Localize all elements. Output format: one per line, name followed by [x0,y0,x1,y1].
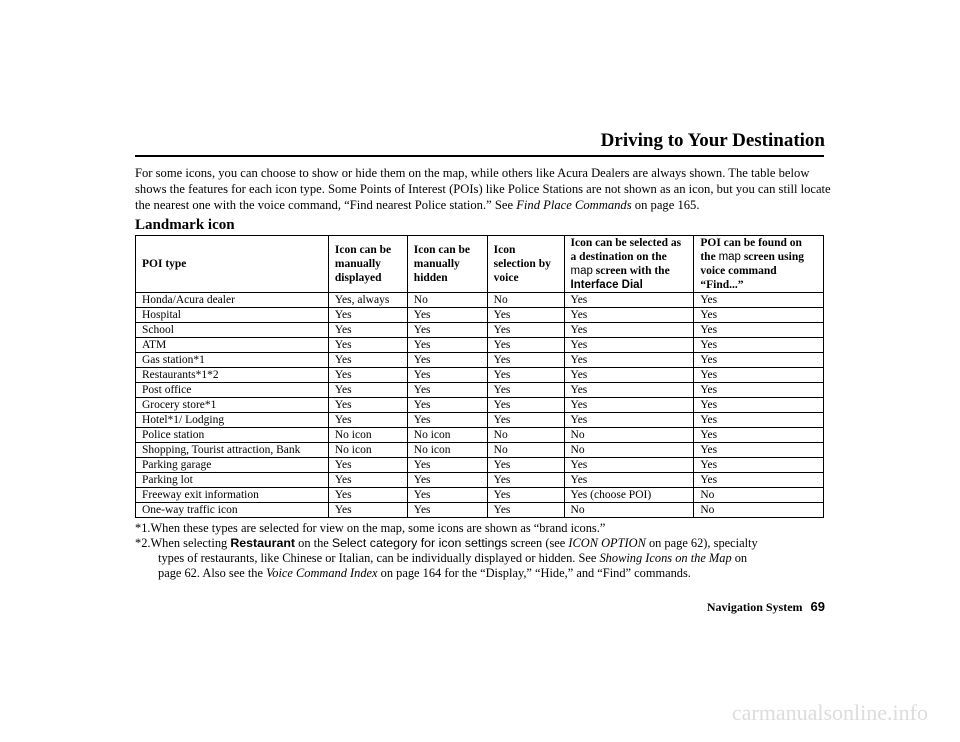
table-cell: No [487,293,564,308]
table-cell: Restaurants*1*2 [136,368,329,383]
footnote-2-cont-1: types of restaurants, like Chinese or Italian, can be individually displayed or hidden. See Showing Icons on the Map on [158,551,748,565]
table-cell: Yes [564,323,694,338]
table-cell: Yes, always [328,293,407,308]
table-cell: Yes [407,353,487,368]
restaurant-label: Restaurant [230,536,296,550]
table-cell: Yes [487,338,564,353]
table-cell: Grocery store*1 [136,398,329,413]
table-cell: Yes [487,353,564,368]
table-cell: Yes [487,458,564,473]
table-cell: Hotel*1/ Lodging [136,413,329,428]
table-cell: Yes [407,308,487,323]
header-manually-hidden: Icon can be manually hidden [407,236,487,293]
table-cell: Yes [564,368,694,383]
table-cell: Yes [694,428,824,443]
table-cell: Yes [564,293,694,308]
page-number: 69 [810,599,825,614]
table-cell: Yes [328,323,407,338]
table-cell: No icon [407,428,487,443]
table-cell: Yes [564,308,694,323]
table-cell: No [564,428,694,443]
table-cell: Yes [487,398,564,413]
table-cell: No [694,488,824,503]
table-cell: No [694,503,824,518]
table-cell: Yes [487,473,564,488]
table-cell: Yes [328,383,407,398]
table-cell: Parking lot [136,473,329,488]
table-cell: Yes [564,383,694,398]
page-footer [707,599,825,615]
table-cell: Yes [407,488,487,503]
header-manually-displayed: Icon can be manually displayed [328,236,407,293]
table-cell: Yes [564,353,694,368]
table-cell: Yes [328,368,407,383]
landmark-icon-table [135,235,824,518]
header-poi-type: POI type [136,236,329,293]
table-row [136,428,824,443]
table-cell: Yes [328,353,407,368]
table-row [136,338,824,353]
header-find-by-voice: POI can be found on the map screen using voice command “Find...” [694,236,824,293]
table-row [136,293,824,308]
table-cell: Yes [694,323,824,338]
table-cell: Yes [487,323,564,338]
table-row [136,413,824,428]
table-cell: No [407,293,487,308]
table-cell: Yes [328,503,407,518]
table-cell: Post office [136,383,329,398]
table-cell: Yes [487,413,564,428]
table-cell: Yes [564,338,694,353]
table-cell: Yes [694,368,824,383]
table-row [136,458,824,473]
table-cell: No icon [328,443,407,458]
table-row [136,383,824,398]
table-cell: Freeway exit information [136,488,329,503]
table-row [136,473,824,488]
table-cell: No [487,428,564,443]
table-body [136,293,824,518]
table-cell: Yes [694,383,824,398]
table-cell: Parking garage [136,458,329,473]
footnote-2-cont-2: page 62. Also see the Voice Command Index on page 164 for the “Display,” “Hide,” and “Find” commands. [158,566,691,580]
table-cell: Yes [328,473,407,488]
intro-paragraph: For some icons, you can choose to show or hide them on the map, while others like Acura Dealers are always shown. The table below shows the features for each icon type. Some Points of Interest (POIs) like Police Stations are not shown as an icon, but you can still locate the nearest one with the voice command, “Find nearest Police station.” See Find Place Commands on page 165. [135,166,831,212]
watermark: carmanualsonline.info [731,700,928,725]
table-cell: Yes [328,413,407,428]
table-cell: Yes [328,308,407,323]
table-cell: Yes [487,308,564,323]
table-cell: Yes [328,458,407,473]
footnote-1: *1.When these types are selected for view on the map, some icons are shown as “brand icons.” [135,521,606,535]
table-cell: School [136,323,329,338]
table-cell: Yes [407,383,487,398]
table-cell: Yes [694,443,824,458]
table-row [136,323,824,338]
table-cell: Yes [407,413,487,428]
table-cell: ATM [136,338,329,353]
table-cell: Police station [136,428,329,443]
page-title: Driving to Your Destination [600,130,825,151]
table-cell: Yes [487,488,564,503]
table-cell: No icon [407,443,487,458]
table-row [136,488,824,503]
table-cell: Yes [487,368,564,383]
table-cell: Yes [407,338,487,353]
header-select-destination: Icon can be selected as a destination on the map screen with the Interface Dial [564,236,694,293]
table-cell: Hospital [136,308,329,323]
table-cell: Yes [694,398,824,413]
table-cell: Honda/Acura dealer [136,293,329,308]
table-cell: Yes [694,473,824,488]
table-cell: Yes [487,383,564,398]
select-category-screen-label: Select category for icon settings [331,536,508,550]
table-cell: Yes [694,293,824,308]
find-place-commands-ref: Find Place Commands [516,198,632,212]
table-cell: Yes [694,413,824,428]
footnote-2: *2.When selecting Restaurant on the Select category for icon settings screen (see ICON OPTION on page 62), specialty [135,536,758,550]
table-header-row [136,236,824,293]
table-cell: No icon [328,428,407,443]
table-cell: Yes [564,398,694,413]
section-heading: Landmark icon [135,217,235,233]
table-cell: Yes [407,473,487,488]
footer-label: Navigation System [706,600,803,614]
table-cell: No [564,503,694,518]
table-cell: No [564,443,694,458]
table-cell: Yes (choose POI) [564,488,694,503]
table-cell: Yes [407,368,487,383]
table-cell: Gas station*1 [136,353,329,368]
table-cell: Yes [694,338,824,353]
table-cell: No [487,443,564,458]
table-row [136,443,824,458]
table-cell: Yes [407,323,487,338]
table-cell: Yes [564,458,694,473]
table-cell: Yes [407,503,487,518]
table-cell: Yes [694,458,824,473]
table-cell: Shopping, Tourist attraction, Bank [136,443,329,458]
table-row [136,308,824,323]
header-selection-by-voice: Icon selection by voice [487,236,564,293]
title-rule [135,155,824,157]
table-cell: Yes [564,413,694,428]
table-row [136,368,824,383]
table-cell: Yes [487,503,564,518]
table-cell: Yes [328,398,407,413]
table-cell: One-way traffic icon [136,503,329,518]
table-cell: Yes [694,353,824,368]
table-cell: Yes [328,488,407,503]
table-cell: Yes [328,338,407,353]
table-row [136,398,824,413]
table-row [136,503,824,518]
footnotes [135,521,825,581]
table-cell: Yes [564,473,694,488]
table-cell: Yes [407,398,487,413]
table-row [136,353,824,368]
table-cell: Yes [407,458,487,473]
table-cell: Yes [694,308,824,323]
